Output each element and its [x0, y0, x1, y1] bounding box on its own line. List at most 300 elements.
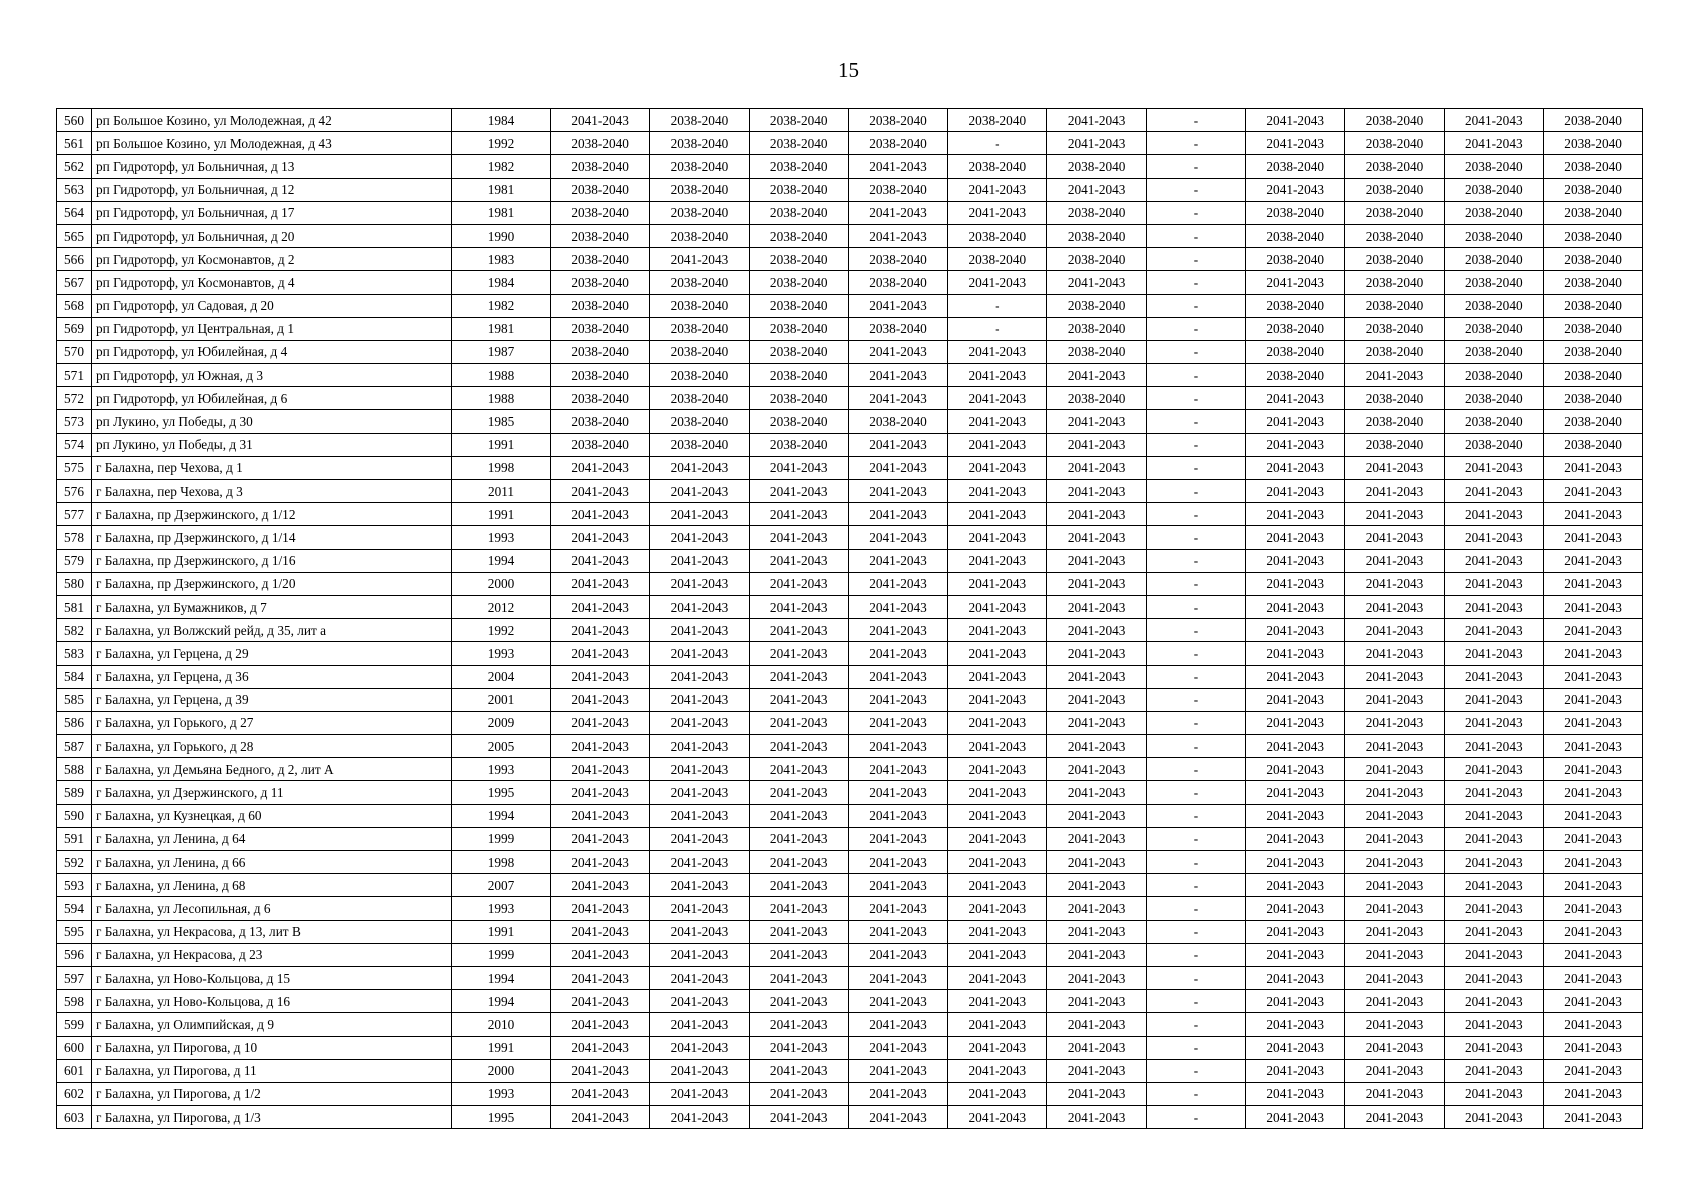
cell-term-3: 2041-2043 — [749, 851, 848, 874]
table-row — [57, 201, 1643, 224]
cell-row-number: 585 — [57, 688, 92, 711]
cell-term-8: 2041-2043 — [1246, 851, 1345, 874]
cell-row-number: 576 — [57, 480, 92, 503]
cell-term-6: 2041-2043 — [1047, 109, 1146, 132]
cell-term-5: 2041-2043 — [948, 642, 1047, 665]
cell-term-2: 2038-2040 — [650, 410, 749, 433]
cell-term-7: - — [1146, 456, 1245, 479]
cell-year-built: 1993 — [452, 1082, 551, 1105]
cell-address: г Балахна, пер Чехова, д 1 — [92, 456, 452, 479]
cell-year-built: 1999 — [452, 943, 551, 966]
cell-term-11: 2038-2040 — [1543, 178, 1642, 201]
cell-term-2: 2038-2040 — [650, 433, 749, 456]
cell-term-7: - — [1146, 480, 1245, 503]
cell-term-8: 2041-2043 — [1246, 827, 1345, 850]
cell-term-11: 2041-2043 — [1543, 966, 1642, 989]
cell-term-3: 2038-2040 — [749, 155, 848, 178]
cell-term-1: 2041-2043 — [551, 711, 650, 734]
cell-row-number: 566 — [57, 248, 92, 271]
table-row — [57, 340, 1643, 363]
cell-row-number: 572 — [57, 387, 92, 410]
cell-term-8: 2041-2043 — [1246, 503, 1345, 526]
cell-term-3: 2038-2040 — [749, 317, 848, 340]
cell-term-8: 2041-2043 — [1246, 549, 1345, 572]
cell-term-2: 2041-2043 — [650, 1059, 749, 1082]
cell-term-10: 2038-2040 — [1444, 387, 1543, 410]
cell-term-10: 2041-2043 — [1444, 1013, 1543, 1036]
cell-term-2: 2041-2043 — [650, 456, 749, 479]
table-row — [57, 364, 1643, 387]
cell-term-1: 2041-2043 — [551, 526, 650, 549]
cell-term-1: 2041-2043 — [551, 480, 650, 503]
cell-term-6: 2038-2040 — [1047, 201, 1146, 224]
cell-address: рп Гидроторф, ул Центральная, д 1 — [92, 317, 452, 340]
cell-term-6: 2041-2043 — [1047, 781, 1146, 804]
cell-term-3: 2041-2043 — [749, 990, 848, 1013]
cell-term-9: 2038-2040 — [1345, 178, 1444, 201]
cell-term-3: 2041-2043 — [749, 619, 848, 642]
cell-address: рп Большое Козино, ул Молодежная, д 43 — [92, 132, 452, 155]
cell-address: г Балахна, пр Дзержинского, д 1/20 — [92, 572, 452, 595]
cell-term-3: 2038-2040 — [749, 294, 848, 317]
cell-term-5: 2041-2043 — [948, 1106, 1047, 1129]
cell-term-4: 2041-2043 — [848, 874, 947, 897]
cell-term-8: 2041-2043 — [1246, 132, 1345, 155]
cell-term-7: - — [1146, 178, 1245, 201]
cell-address: рп Гидроторф, ул Больничная, д 13 — [92, 155, 452, 178]
cell-term-7: - — [1146, 201, 1245, 224]
cell-term-1: 2038-2040 — [551, 248, 650, 271]
cell-term-9: 2041-2043 — [1345, 364, 1444, 387]
table-row — [57, 874, 1643, 897]
cell-term-7: - — [1146, 665, 1245, 688]
cell-term-6: 2041-2043 — [1047, 410, 1146, 433]
cell-term-11: 2038-2040 — [1543, 109, 1642, 132]
cell-address: г Балахна, пер Чехова, д 3 — [92, 480, 452, 503]
cell-term-5: - — [948, 294, 1047, 317]
cell-term-11: 2038-2040 — [1543, 317, 1642, 340]
cell-term-10: 2038-2040 — [1444, 201, 1543, 224]
cell-term-8: 2041-2043 — [1246, 920, 1345, 943]
cell-term-5: 2041-2043 — [948, 920, 1047, 943]
cell-term-7: - — [1146, 851, 1245, 874]
cell-address: рп Гидроторф, ул Садовая, д 20 — [92, 294, 452, 317]
cell-term-2: 2041-2043 — [650, 595, 749, 618]
cell-term-7: - — [1146, 364, 1245, 387]
cell-term-5: 2041-2043 — [948, 1082, 1047, 1105]
table-row — [57, 132, 1643, 155]
cell-year-built: 1991 — [452, 433, 551, 456]
cell-year-built: 1984 — [452, 109, 551, 132]
cell-term-7: - — [1146, 943, 1245, 966]
cell-term-1: 2041-2043 — [551, 619, 650, 642]
cell-year-built: 1984 — [452, 271, 551, 294]
cell-term-10: 2041-2043 — [1444, 549, 1543, 572]
cell-term-7: - — [1146, 549, 1245, 572]
page-number: 15 — [838, 58, 859, 82]
cell-term-2: 2038-2040 — [650, 317, 749, 340]
cell-term-4: 2041-2043 — [848, 920, 947, 943]
cell-term-1: 2038-2040 — [551, 317, 650, 340]
cell-term-5: 2041-2043 — [948, 619, 1047, 642]
cell-term-3: 2041-2043 — [749, 804, 848, 827]
cell-term-5: 2038-2040 — [948, 224, 1047, 247]
cell-term-9: 2041-2043 — [1345, 827, 1444, 850]
cell-year-built: 1995 — [452, 1106, 551, 1129]
cell-term-1: 2041-2043 — [551, 897, 650, 920]
cell-term-3: 2041-2043 — [749, 480, 848, 503]
cell-term-7: - — [1146, 155, 1245, 178]
cell-term-8: 2041-2043 — [1246, 572, 1345, 595]
cell-term-6: 2041-2043 — [1047, 990, 1146, 1013]
cell-row-number: 598 — [57, 990, 92, 1013]
cell-term-2: 2041-2043 — [650, 526, 749, 549]
cell-year-built: 1988 — [452, 364, 551, 387]
cell-row-number: 560 — [57, 109, 92, 132]
cell-term-5: 2041-2043 — [948, 711, 1047, 734]
cell-term-10: 2041-2043 — [1444, 897, 1543, 920]
cell-term-2: 2038-2040 — [650, 155, 749, 178]
cell-term-6: 2038-2040 — [1047, 294, 1146, 317]
cell-term-8: 2041-2043 — [1246, 1082, 1345, 1105]
cell-term-4: 2041-2043 — [848, 340, 947, 363]
cell-term-1: 2041-2043 — [551, 735, 650, 758]
cell-term-2: 2041-2043 — [650, 642, 749, 665]
cell-term-1: 2041-2043 — [551, 827, 650, 850]
cell-year-built: 1981 — [452, 178, 551, 201]
cell-term-2: 2041-2043 — [650, 920, 749, 943]
cell-year-built: 1998 — [452, 851, 551, 874]
table-row — [57, 990, 1643, 1013]
cell-term-11: 2038-2040 — [1543, 433, 1642, 456]
cell-term-8: 2041-2043 — [1246, 943, 1345, 966]
cell-term-2: 2041-2043 — [650, 735, 749, 758]
cell-term-3: 2038-2040 — [749, 387, 848, 410]
cell-term-6: 2041-2043 — [1047, 364, 1146, 387]
cell-term-6: 2038-2040 — [1047, 317, 1146, 340]
cell-term-2: 2041-2043 — [650, 572, 749, 595]
cell-term-1: 2038-2040 — [551, 271, 650, 294]
cell-term-10: 2038-2040 — [1444, 317, 1543, 340]
cell-term-1: 2041-2043 — [551, 109, 650, 132]
cell-term-10: 2038-2040 — [1444, 248, 1543, 271]
cell-term-4: 2041-2043 — [848, 990, 947, 1013]
table-row — [57, 294, 1643, 317]
cell-term-7: - — [1146, 294, 1245, 317]
cell-year-built: 1983 — [452, 248, 551, 271]
cell-term-8: 2041-2043 — [1246, 642, 1345, 665]
cell-term-8: 2041-2043 — [1246, 966, 1345, 989]
cell-row-number: 579 — [57, 549, 92, 572]
cell-year-built: 1987 — [452, 340, 551, 363]
cell-term-10: 2041-2043 — [1444, 758, 1543, 781]
cell-term-10: 2038-2040 — [1444, 155, 1543, 178]
cell-term-8: 2038-2040 — [1246, 201, 1345, 224]
cell-term-8: 2038-2040 — [1246, 224, 1345, 247]
table-row — [57, 503, 1643, 526]
cell-term-1: 2041-2043 — [551, 642, 650, 665]
cell-term-3: 2041-2043 — [749, 595, 848, 618]
cell-row-number: 575 — [57, 456, 92, 479]
cell-term-2: 2041-2043 — [650, 1013, 749, 1036]
cell-term-3: 2038-2040 — [749, 271, 848, 294]
cell-term-11: 2038-2040 — [1543, 224, 1642, 247]
cell-term-10: 2041-2043 — [1444, 1082, 1543, 1105]
cell-term-11: 2038-2040 — [1543, 201, 1642, 224]
cell-row-number: 590 — [57, 804, 92, 827]
table-row — [57, 410, 1643, 433]
cell-address: рп Гидроторф, ул Южная, д 3 — [92, 364, 452, 387]
cell-term-3: 2041-2043 — [749, 943, 848, 966]
cell-term-5: 2041-2043 — [948, 990, 1047, 1013]
cell-term-8: 2041-2043 — [1246, 595, 1345, 618]
cell-term-7: - — [1146, 1013, 1245, 1036]
cell-term-11: 2038-2040 — [1543, 248, 1642, 271]
cell-term-1: 2041-2043 — [551, 549, 650, 572]
cell-term-7: - — [1146, 711, 1245, 734]
cell-term-8: 2041-2043 — [1246, 1106, 1345, 1129]
cell-term-6: 2038-2040 — [1047, 155, 1146, 178]
cell-term-11: 2038-2040 — [1543, 364, 1642, 387]
cell-term-11: 2041-2043 — [1543, 665, 1642, 688]
cell-term-4: 2041-2043 — [848, 758, 947, 781]
cell-term-10: 2041-2043 — [1444, 642, 1543, 665]
table-row — [57, 827, 1643, 850]
table-row — [57, 480, 1643, 503]
cell-term-4: 2041-2043 — [848, 201, 947, 224]
cell-term-7: - — [1146, 109, 1245, 132]
cell-row-number: 589 — [57, 781, 92, 804]
cell-term-6: 2041-2043 — [1047, 688, 1146, 711]
cell-term-5: - — [948, 317, 1047, 340]
cell-row-number: 571 — [57, 364, 92, 387]
cell-term-8: 2041-2043 — [1246, 735, 1345, 758]
cell-term-2: 2038-2040 — [650, 201, 749, 224]
cell-year-built: 1994 — [452, 804, 551, 827]
cell-term-6: 2041-2043 — [1047, 526, 1146, 549]
cell-term-10: 2041-2043 — [1444, 804, 1543, 827]
cell-term-10: 2041-2043 — [1444, 109, 1543, 132]
cell-term-6: 2041-2043 — [1047, 758, 1146, 781]
cell-term-11: 2041-2043 — [1543, 642, 1642, 665]
cell-term-5: 2041-2043 — [948, 943, 1047, 966]
cell-term-2: 2038-2040 — [650, 294, 749, 317]
cell-year-built: 1991 — [452, 1036, 551, 1059]
cell-term-5: 2038-2040 — [948, 109, 1047, 132]
cell-term-10: 2038-2040 — [1444, 271, 1543, 294]
cell-year-built: 1993 — [452, 758, 551, 781]
cell-term-1: 2041-2043 — [551, 456, 650, 479]
cell-term-6: 2038-2040 — [1047, 248, 1146, 271]
table-row — [57, 1106, 1643, 1129]
cell-term-4: 2038-2040 — [848, 317, 947, 340]
cell-term-9: 2041-2043 — [1345, 503, 1444, 526]
cell-term-10: 2041-2043 — [1444, 619, 1543, 642]
table-row — [57, 456, 1643, 479]
cell-term-7: - — [1146, 966, 1245, 989]
cell-term-6: 2041-2043 — [1047, 711, 1146, 734]
cell-term-11: 2038-2040 — [1543, 294, 1642, 317]
cell-address: г Балахна, ул Демьяна Бедного, д 2, лит А — [92, 758, 452, 781]
cell-term-11: 2041-2043 — [1543, 758, 1642, 781]
buildings-table — [56, 108, 1643, 1129]
table-row — [57, 433, 1643, 456]
cell-term-6: 2041-2043 — [1047, 897, 1146, 920]
cell-term-11: 2041-2043 — [1543, 456, 1642, 479]
table-row — [57, 387, 1643, 410]
table-row — [57, 851, 1643, 874]
table-row — [57, 595, 1643, 618]
cell-term-9: 2041-2043 — [1345, 897, 1444, 920]
cell-row-number: 570 — [57, 340, 92, 363]
cell-term-3: 2041-2043 — [749, 735, 848, 758]
cell-term-3: 2041-2043 — [749, 711, 848, 734]
cell-term-6: 2041-2043 — [1047, 549, 1146, 572]
cell-term-1: 2041-2043 — [551, 1082, 650, 1105]
cell-term-10: 2038-2040 — [1444, 294, 1543, 317]
table-row — [57, 642, 1643, 665]
table-row — [57, 549, 1643, 572]
cell-term-9: 2038-2040 — [1345, 109, 1444, 132]
table-row — [57, 735, 1643, 758]
cell-term-10: 2041-2043 — [1444, 1059, 1543, 1082]
cell-term-4: 2041-2043 — [848, 804, 947, 827]
cell-address: г Балахна, ул Ленина, д 68 — [92, 874, 452, 897]
cell-term-10: 2041-2043 — [1444, 827, 1543, 850]
cell-term-10: 2038-2040 — [1444, 178, 1543, 201]
cell-term-7: - — [1146, 1059, 1245, 1082]
cell-term-4: 2038-2040 — [848, 132, 947, 155]
cell-term-3: 2041-2043 — [749, 526, 848, 549]
table-row — [57, 317, 1643, 340]
cell-term-8: 2041-2043 — [1246, 897, 1345, 920]
cell-term-6: 2041-2043 — [1047, 619, 1146, 642]
cell-address: г Балахна, ул Волжский рейд, д 35, лит а — [92, 619, 452, 642]
cell-term-5: 2041-2043 — [948, 804, 1047, 827]
cell-term-7: - — [1146, 433, 1245, 456]
cell-term-3: 2041-2043 — [749, 1013, 848, 1036]
cell-term-2: 2041-2043 — [650, 943, 749, 966]
cell-term-8: 2041-2043 — [1246, 711, 1345, 734]
cell-term-3: 2038-2040 — [749, 248, 848, 271]
cell-row-number: 599 — [57, 1013, 92, 1036]
cell-row-number: 565 — [57, 224, 92, 247]
cell-year-built: 1982 — [452, 294, 551, 317]
table-body — [57, 109, 1643, 1129]
cell-row-number: 561 — [57, 132, 92, 155]
cell-address: г Балахна, ул Некрасова, д 13, лит В — [92, 920, 452, 943]
cell-term-3: 2038-2040 — [749, 224, 848, 247]
cell-address: г Балахна, ул Пирогова, д 1/3 — [92, 1106, 452, 1129]
cell-term-2: 2041-2043 — [650, 711, 749, 734]
cell-term-7: - — [1146, 526, 1245, 549]
cell-term-1: 2038-2040 — [551, 340, 650, 363]
cell-term-8: 2041-2043 — [1246, 480, 1345, 503]
cell-term-11: 2041-2043 — [1543, 851, 1642, 874]
cell-term-1: 2041-2043 — [551, 851, 650, 874]
cell-row-number: 594 — [57, 897, 92, 920]
cell-address: г Балахна, ул Кузнецкая, д 60 — [92, 804, 452, 827]
cell-term-5: 2041-2043 — [948, 897, 1047, 920]
cell-term-1: 2041-2043 — [551, 665, 650, 688]
cell-term-1: 2041-2043 — [551, 920, 650, 943]
cell-term-6: 2041-2043 — [1047, 827, 1146, 850]
cell-term-1: 2041-2043 — [551, 503, 650, 526]
cell-term-5: 2041-2043 — [948, 271, 1047, 294]
cell-term-11: 2041-2043 — [1543, 595, 1642, 618]
cell-row-number: 582 — [57, 619, 92, 642]
table-row — [57, 526, 1643, 549]
cell-term-5: 2041-2043 — [948, 665, 1047, 688]
cell-year-built: 1988 — [452, 387, 551, 410]
cell-term-4: 2041-2043 — [848, 1082, 947, 1105]
cell-term-10: 2041-2043 — [1444, 132, 1543, 155]
cell-term-2: 2041-2043 — [650, 851, 749, 874]
cell-term-11: 2038-2040 — [1543, 155, 1642, 178]
cell-term-5: 2041-2043 — [948, 201, 1047, 224]
cell-term-4: 2041-2043 — [848, 364, 947, 387]
cell-term-9: 2041-2043 — [1345, 1082, 1444, 1105]
cell-term-6: 2041-2043 — [1047, 943, 1146, 966]
cell-term-10: 2041-2043 — [1444, 526, 1543, 549]
cell-term-10: 2041-2043 — [1444, 966, 1543, 989]
cell-term-4: 2038-2040 — [848, 248, 947, 271]
cell-row-number: 564 — [57, 201, 92, 224]
cell-address: рп Гидроторф, ул Космонавтов, д 2 — [92, 248, 452, 271]
cell-term-4: 2038-2040 — [848, 410, 947, 433]
table-row — [57, 758, 1643, 781]
cell-row-number: 596 — [57, 943, 92, 966]
cell-row-number: 584 — [57, 665, 92, 688]
cell-address: г Балахна, ул Бумажников, д 7 — [92, 595, 452, 618]
cell-term-10: 2041-2043 — [1444, 503, 1543, 526]
cell-row-number: 581 — [57, 595, 92, 618]
cell-term-2: 2041-2043 — [650, 781, 749, 804]
cell-address: г Балахна, ул Горького, д 28 — [92, 735, 452, 758]
cell-term-5: 2041-2043 — [948, 549, 1047, 572]
cell-year-built: 1985 — [452, 410, 551, 433]
cell-row-number: 583 — [57, 642, 92, 665]
cell-term-10: 2041-2043 — [1444, 711, 1543, 734]
cell-term-7: - — [1146, 827, 1245, 850]
cell-term-6: 2041-2043 — [1047, 665, 1146, 688]
cell-term-9: 2038-2040 — [1345, 387, 1444, 410]
cell-term-6: 2038-2040 — [1047, 224, 1146, 247]
cell-address: г Балахна, ул Пирогова, д 1/2 — [92, 1082, 452, 1105]
cell-term-6: 2041-2043 — [1047, 271, 1146, 294]
cell-year-built: 1993 — [452, 526, 551, 549]
cell-term-4: 2041-2043 — [848, 851, 947, 874]
cell-year-built: 2001 — [452, 688, 551, 711]
cell-term-7: - — [1146, 595, 1245, 618]
table-row — [57, 271, 1643, 294]
cell-term-3: 2041-2043 — [749, 572, 848, 595]
cell-address: рп Гидроторф, ул Юбилейная, д 4 — [92, 340, 452, 363]
cell-address: г Балахна, ул Герцена, д 36 — [92, 665, 452, 688]
cell-term-10: 2041-2043 — [1444, 572, 1543, 595]
cell-term-9: 2041-2043 — [1345, 1013, 1444, 1036]
cell-term-8: 2041-2043 — [1246, 688, 1345, 711]
cell-term-9: 2041-2043 — [1345, 1106, 1444, 1129]
cell-term-5: 2041-2043 — [948, 874, 1047, 897]
cell-term-1: 2041-2043 — [551, 943, 650, 966]
cell-term-6: 2038-2040 — [1047, 340, 1146, 363]
cell-term-4: 2041-2043 — [848, 1106, 947, 1129]
cell-address: г Балахна, ул Ленина, д 66 — [92, 851, 452, 874]
cell-term-9: 2041-2043 — [1345, 526, 1444, 549]
cell-row-number: 578 — [57, 526, 92, 549]
cell-term-1: 2041-2043 — [551, 990, 650, 1013]
